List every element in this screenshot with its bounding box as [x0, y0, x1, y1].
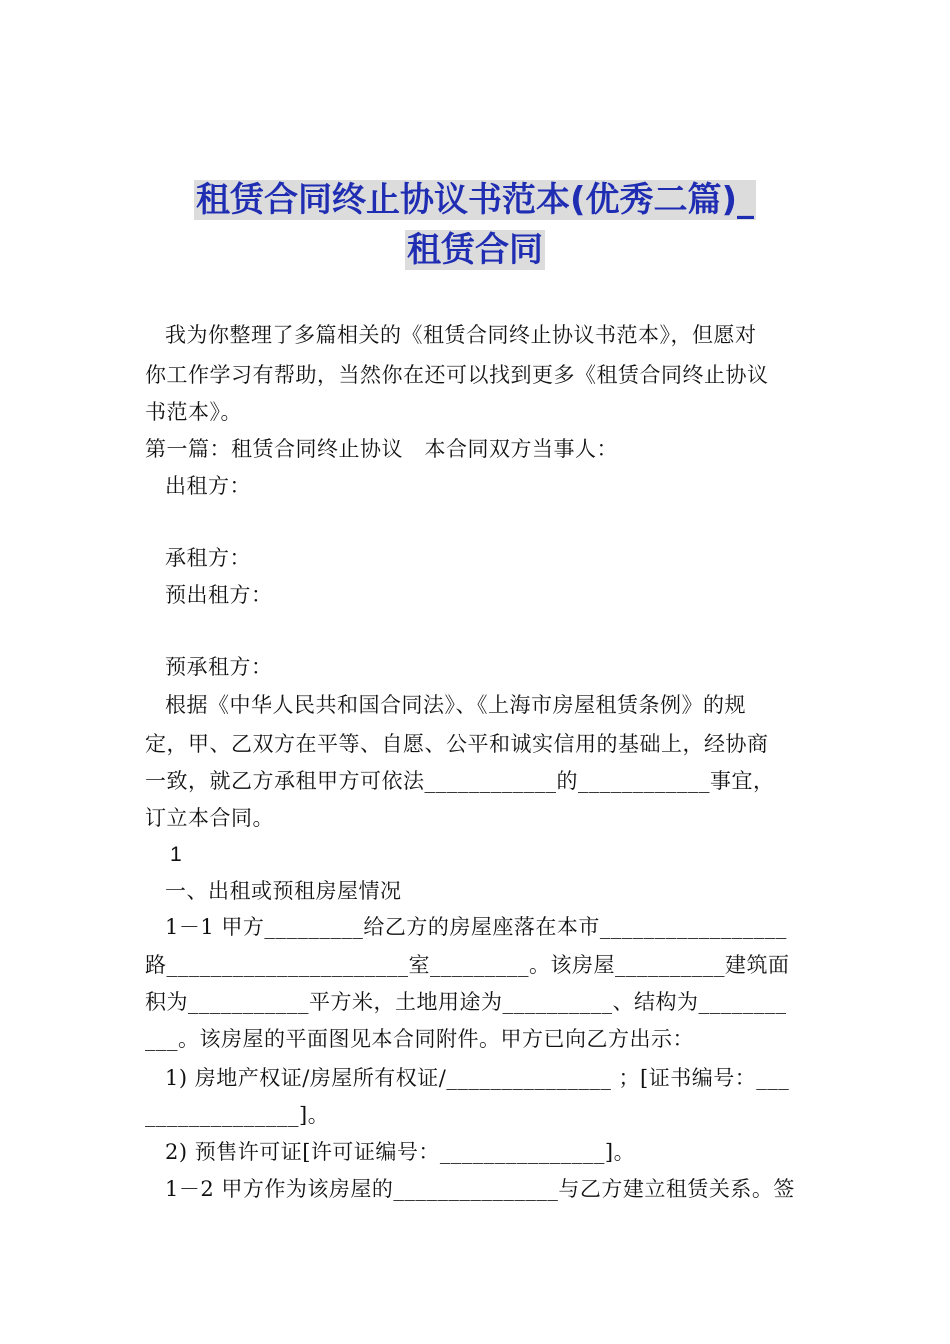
clause-1-1: 路______________________室_________。该房屋__________建筑面 [145, 953, 790, 977]
basis-paragraph: 订立本合同。 [145, 806, 274, 830]
part-heading: 第一篇：租赁合同终止协议 本合同双方当事人： [145, 437, 618, 461]
list-item: 2) 预售许可证[许可证编号：_______________]。 [165, 1140, 636, 1164]
intro-paragraph: 你工作学习有帮助，当然你在还可以找到更多《租赁合同终止协议 [145, 363, 769, 387]
basis-paragraph: 一致，就乙方承租甲方可依法____________的____________事宜， [145, 769, 775, 793]
clause-1-2: 1－2 甲方作为该房屋的_______________与乙方建立租赁关系。签 [165, 1177, 795, 1201]
pre-lessee-label: 预承租方： [165, 655, 273, 679]
section-heading: 一、出租或预租房屋情况 [165, 879, 402, 903]
lessor-label: 出租方： [165, 474, 251, 498]
list-item: ______________]。 [145, 1103, 330, 1127]
document-title-line-1: 租赁合同终止协议书范本(优秀二篇)_ [195, 180, 755, 220]
document-title-line-2: 租赁合同 [407, 230, 543, 270]
basis-paragraph: 定，甲、乙双方在平等、自愿、公平和诚实信用的基础上，经协商 [145, 732, 769, 756]
clause-1-1: ___。该房屋的平面图见本合同附件。甲方已向乙方出示： [145, 1027, 694, 1051]
lessee-label: 承租方： [165, 546, 251, 570]
list-item: 1) 房地产权证/房屋所有权证/_______________ ；[证书编号：___ [165, 1066, 790, 1090]
clause-1-1: 1－1 甲方_________给乙方的房屋座落在本市_________________ [165, 915, 787, 939]
intro-paragraph: 书范本》。 [145, 400, 242, 424]
basis-paragraph: 根据《中华人民共和国合同法》、《上海市房屋租赁条例》的规 [165, 693, 746, 717]
intro-paragraph: 我为你整理了多篇相关的《租赁合同终止协议书范本》，但愿对 [165, 323, 757, 347]
clause-1-1: 积为___________平方米，土地用途为__________、结构为________ [145, 990, 787, 1014]
page-number: 1 [170, 843, 183, 866]
pre-lessor-label: 预出租方： [165, 583, 273, 607]
